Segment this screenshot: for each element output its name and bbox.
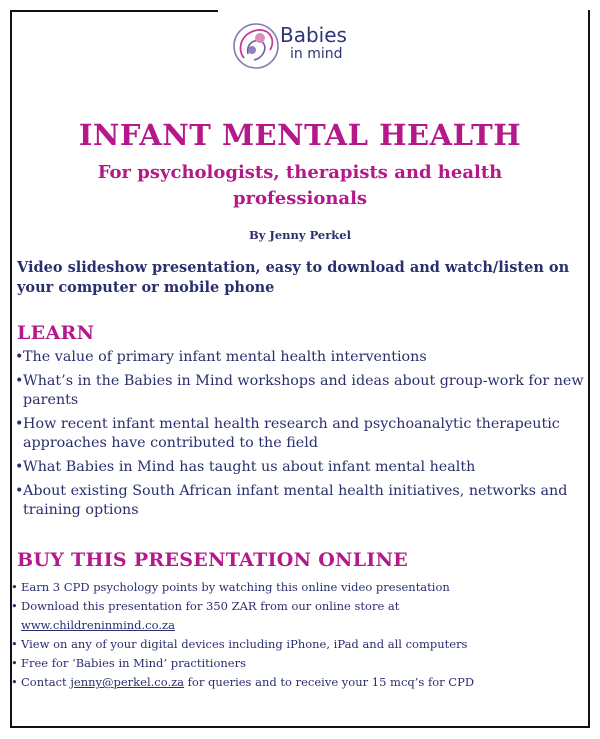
bullet-icon: • xyxy=(11,656,18,670)
buy-item-4: Free for ‘Babies in Mind’ practitioners xyxy=(21,656,247,670)
frame-top-line xyxy=(10,10,218,12)
list-item xyxy=(15,372,585,410)
list-item xyxy=(9,673,584,692)
bullet-icon: • xyxy=(11,675,18,689)
learn-item-3: How recent infant mental health research and psychoanalytic therapeutic approaches have contributed to the field xyxy=(23,416,560,451)
email-link[interactable]: jenny@perkel.co.za xyxy=(70,675,185,689)
list-item xyxy=(15,458,585,477)
bullet-icon: • xyxy=(15,349,24,365)
buy-item-2: Download this presentation for 350 ZAR from our online store at xyxy=(21,599,400,613)
bullet-icon: • xyxy=(15,373,24,389)
bullet-icon: • xyxy=(11,637,18,651)
list-item xyxy=(15,482,585,520)
buy-item-1: Earn 3 CPD psychology points by watching this online video presentation xyxy=(21,580,450,594)
list-item xyxy=(9,654,584,673)
bullet-icon: • xyxy=(15,416,24,432)
bullet-icon: • xyxy=(15,459,24,475)
learn-item-5: About existing South African infant mental health initiatives, networks and training options xyxy=(23,483,568,518)
buy-item-5-pre: Contact xyxy=(21,675,71,689)
bullet-icon: • xyxy=(11,580,18,594)
buy-item-5-post: for queries and to receive your 15 mcq’s for CPD xyxy=(184,675,475,689)
learn-item-1: The value of primary infant mental health interventions xyxy=(23,349,427,365)
author-byline: By Jenny Perkel xyxy=(249,228,351,242)
learn-heading: LEARN xyxy=(17,322,95,344)
logo-line1: Babies xyxy=(280,23,347,47)
page-title: INFANT MENTAL HEALTH xyxy=(78,118,522,152)
buy-list xyxy=(9,578,584,692)
list-item xyxy=(9,635,584,654)
learn-list xyxy=(15,348,585,525)
list-item xyxy=(9,597,584,635)
list-item xyxy=(15,415,585,453)
intro-text: Video slideshow presentation, easy to download and watch/listen on your computer or mobile phone xyxy=(17,259,570,296)
store-link[interactable]: www.childreninmind.co.za xyxy=(21,618,175,632)
list-item xyxy=(9,578,584,597)
page-subtitle: For psychologists, therapists and health professionals xyxy=(97,162,503,209)
buy-heading: BUY THIS PRESENTATION ONLINE xyxy=(17,549,409,571)
logo-wordmark xyxy=(280,24,347,62)
learn-item-4: What Babies in Mind has taught us about infant mental health xyxy=(23,459,476,475)
buy-item-3: View on any of your digital devices including iPhone, iPad and all computers xyxy=(21,637,468,651)
list-item xyxy=(15,348,585,367)
logo-line2: in mind xyxy=(290,46,343,62)
bullet-icon: • xyxy=(15,483,24,499)
learn-item-2: What’s in the Babies in Mind workshops and ideas about group-work for new parents xyxy=(23,373,584,408)
bullet-icon: • xyxy=(11,599,18,613)
